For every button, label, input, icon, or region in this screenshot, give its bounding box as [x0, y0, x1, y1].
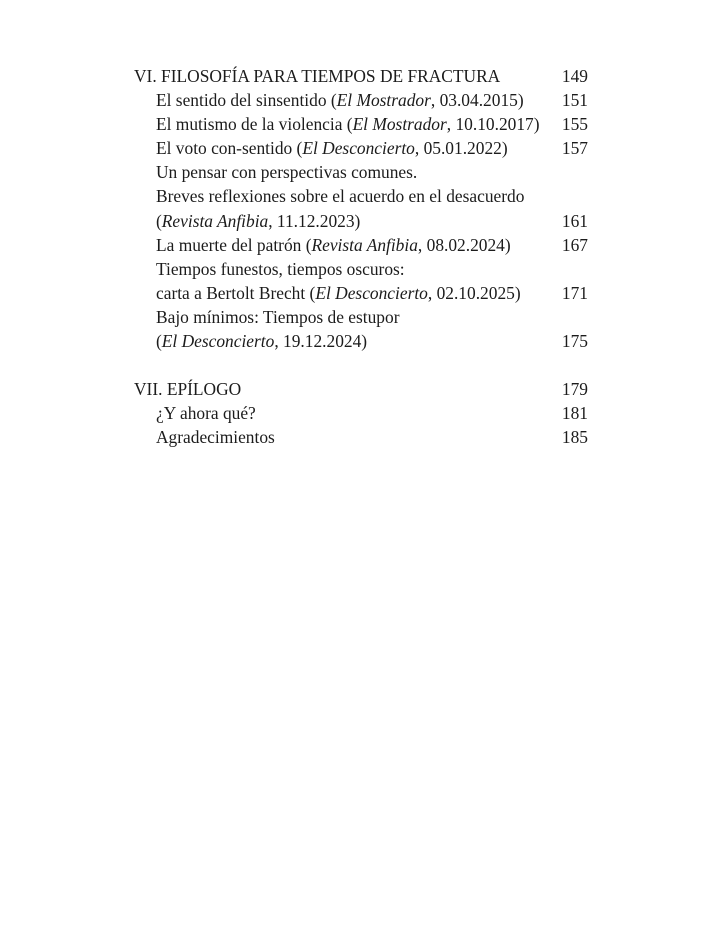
toc-entry-line — [134, 305, 588, 329]
entry-title: (El Desconcierto, 19.12.2024) — [156, 331, 368, 352]
source-name: El Mostrador — [336, 90, 431, 111]
entry-title: Tiempos funestos, tiempos oscuros: — [156, 258, 405, 279]
entry-title: ¿Y ahora qué? — [156, 403, 256, 424]
source-name: El Desconcierto — [302, 138, 415, 159]
toc-entry-line — [134, 184, 588, 208]
page-number: 171 — [561, 282, 588, 303]
entry-title: Bajo mínimos: Tiempos de estupor — [156, 306, 400, 327]
toc-entry-line — [134, 160, 588, 184]
page-number: 181 — [561, 403, 588, 424]
page-number: 157 — [561, 138, 588, 159]
entry-title: (Revista Anfibia, 11.12.2023) — [156, 210, 361, 231]
section-title: VII. EPÍLOGO — [134, 379, 242, 400]
entry-title: El sentido del sinsentido (El Mostrador, 03.04.2015) — [156, 90, 524, 111]
source-name: El Mostrador — [352, 114, 447, 135]
page-number: 175 — [561, 331, 588, 352]
toc-entry — [134, 88, 588, 112]
source-name: Revista Anfibia — [161, 210, 269, 231]
page-number: 167 — [561, 234, 588, 255]
section-title: VI. FILOSOFÍA PARA TIEMPOS DE FRACTURA — [134, 66, 501, 86]
section-heading-vii — [134, 377, 588, 401]
source-name: Revista Anfibia — [311, 234, 418, 255]
toc-entry — [134, 136, 588, 160]
toc-entry — [134, 281, 588, 305]
toc-entry — [134, 209, 588, 233]
entry-title: Un pensar con perspectivas comunes. — [156, 162, 418, 183]
page-number: 185 — [561, 427, 588, 448]
entry-title: El mutismo de la violencia (El Mostrador, 10.10.2017) — [156, 114, 540, 135]
toc-entry — [134, 233, 588, 257]
entry-title: Agradecimientos — [156, 427, 275, 448]
section-spacer — [134, 353, 588, 377]
page-number: 161 — [561, 210, 588, 231]
page-number: 151 — [561, 90, 588, 111]
entry-title: carta a Bertolt Brecht (El Desconcierto, 02.10.2025) — [156, 282, 521, 303]
source-name: El Desconcierto — [315, 282, 428, 303]
table-of-contents — [134, 64, 588, 450]
page-number: 155 — [561, 114, 588, 135]
entry-title: Breves reflexiones sobre el acuerdo en el desacuerdo — [156, 186, 525, 207]
toc-entry — [134, 401, 588, 425]
section-heading-vi — [134, 64, 588, 88]
source-name: El Desconcierto — [161, 331, 275, 352]
toc-entry — [134, 329, 588, 353]
page-number: 179 — [561, 379, 588, 400]
toc-entry — [134, 425, 588, 449]
toc-entry-line — [134, 257, 588, 281]
entry-title: La muerte del patrón (Revista Anfibia, 08.02.2024) — [156, 234, 511, 255]
entry-title: El voto con-sentido (El Desconcierto, 05.01.2022) — [156, 138, 508, 159]
toc-entry — [134, 112, 588, 136]
page-number: 149 — [561, 66, 588, 86]
